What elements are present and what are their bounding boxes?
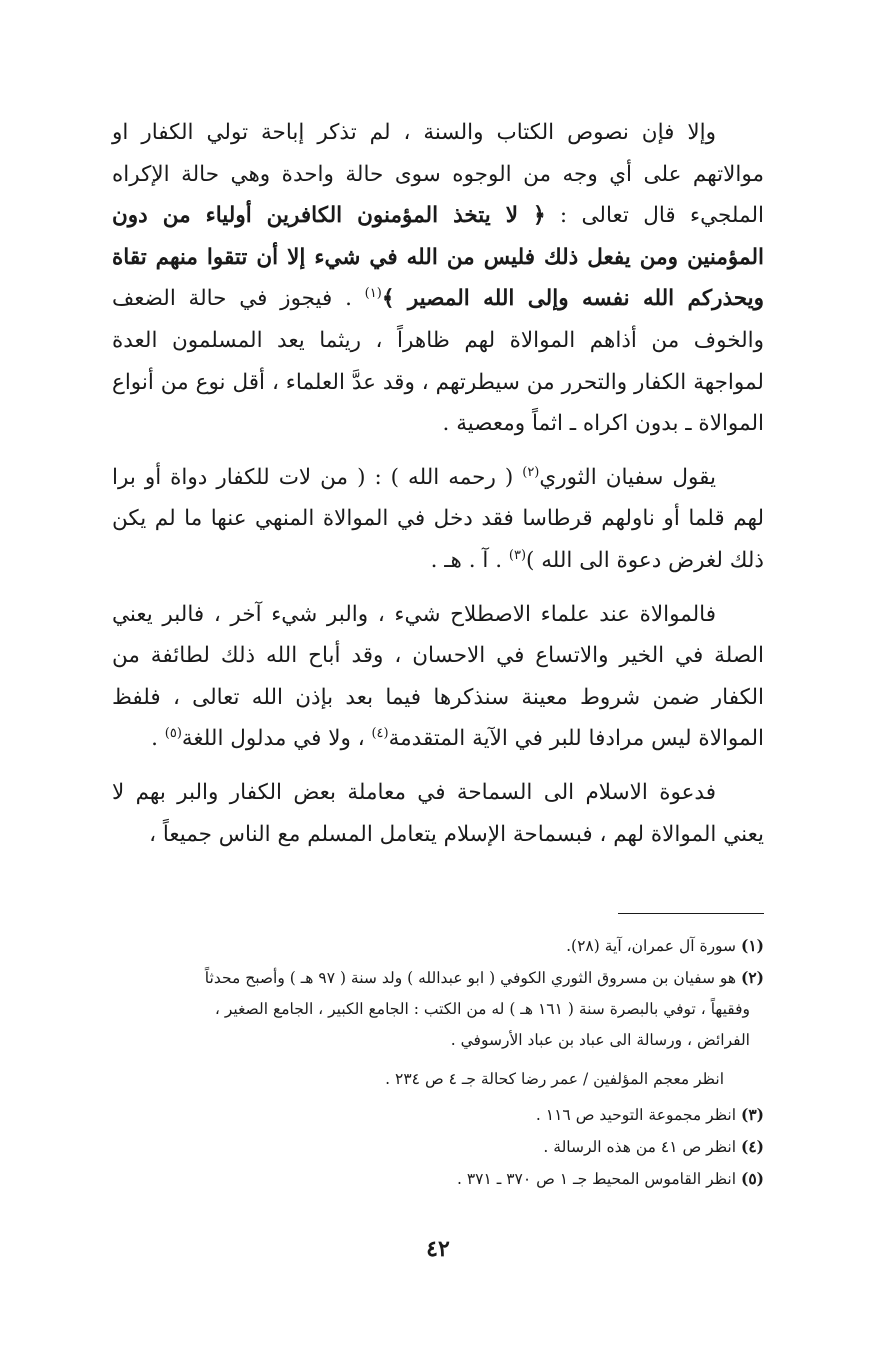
footnote-line [112, 1025, 764, 1056]
page-number: ٤٢ [426, 1236, 450, 1262]
footnote-marker: (١) [364, 286, 382, 302]
footnote-text: الفرائض ، ورسالة الى عباد بن عباد الأرسوفي . [450, 1031, 750, 1049]
footnote-line [112, 1163, 764, 1195]
paragraph [112, 457, 764, 582]
footnote-line [112, 930, 764, 962]
footnote-line [112, 1131, 764, 1163]
footnote-number: (٥) [740, 1169, 764, 1188]
paragraph-text: يقول سفيان الثوري [539, 464, 716, 490]
paragraph-text: فدعوة الاسلام الى السماحة في معاملة بعض الكفار والبر بهم لا يعني الموالاة لهم ، فبسماحة الإسلام يتعامل المسلم مع الناس جميعاً ، [112, 779, 764, 847]
paragraph [112, 112, 764, 445]
paragraph [112, 594, 764, 760]
paragraph-text: وإلا فإن نصوص الكتاب والسنة ، لم تذكر إباحة تولي الكفار او موالاتهم على أي وجه من الوجوه سوى حالة واحدة وهي حالة الإكراه الملجيء قال تعالى : [112, 120, 764, 229]
footnote-number: (٣) [740, 1105, 764, 1124]
footnote-text: انظر ص ٤١ من هذه الرسالة . [543, 1138, 741, 1156]
paragraph-text: . [151, 726, 165, 752]
body-text [112, 112, 764, 867]
paragraph-text: ( رحمه الله ) : ( من لات للكفار دواة أو برا لهم قلما أو ناولهم قرطاسا فقد دخل في الموالاة المنهي عنها ما لم يكن ذلك لغرض دعوة الى الله ) [112, 464, 764, 573]
paragraph-text: ، ولا في مدلول اللغة [181, 726, 372, 752]
footnote-number: (٤) [740, 1137, 764, 1156]
footnote-line [112, 1099, 764, 1131]
footnote-text: انظر مجموعة التوحيد ص ١١٦ . [535, 1106, 741, 1124]
footnote-marker: (٣) [508, 547, 527, 563]
footnote-text: هو سفيان بن مسروق الثوري الكوفي ( ابو عبدالله ) ولد سنة ( ٩٧ هـ ) وأصبح محدثاً [204, 969, 741, 987]
footnote-text: وفقيهاً ، توفي بالبصرة سنة ( ١٦١ هـ ) له من الكتب : الجامع الكبير ، الجامع الصغير ، [214, 1000, 750, 1018]
footnotes [112, 930, 764, 1195]
footnote-text: سورة آل عمران، آية (٢٨). [566, 937, 741, 955]
footnote-separator [618, 913, 764, 914]
footnote-text: انظر معجم المؤلفين / عمر رضا كحالة جـ ٤ ص ٢٣٤ . [385, 1070, 724, 1088]
footnote-line [112, 994, 764, 1025]
footnote-marker: (٤) [371, 726, 389, 742]
footnote-marker: (٢) [522, 464, 540, 480]
footnote-marker: (٥) [164, 726, 182, 742]
quran-verse: ﴿ لا يتخذ المؤمنون الكافرين أولياء من دون المؤمنين ومن يفعل ذلك فليس من الله في شيء إلا أن تتقوا منهم تقاة ويحذركم الله نفسه وإلى الله المصير ﴾ [112, 203, 764, 312]
paragraph-text: . فيجوز في حالة الضعف والخوف من أذاهم الموالاة لهم ظاهراً ، ريثما يعد المسلمون العدة لمواجهة الكفار والتحرر من سيطرتهم ، وقد عدَّ العلماء ، أقل نوع من أنواع الموالاة ـ بدون اكراه ـ اثماً ومعصية . [112, 286, 764, 437]
footnote-number: (١) [740, 936, 764, 955]
paragraph-text: . آ . هـ . [430, 547, 509, 573]
paragraph [112, 772, 764, 855]
footnote-line [112, 1064, 764, 1095]
footnote-number: (٢) [740, 968, 764, 987]
footnote-text: انظر القاموس المحيط جـ ١ ص ٣٧٠ ـ ٣٧١ . [456, 1170, 741, 1188]
paragraph-text: فالموالاة عند علماء الاصطلاح شيء ، والبر شيء آخر ، فالبر يعني الصلة في الخير والاتساع في الاحسان ، وقد أباح الله ذلك لطائفة من الكفار ضمن شروط معينة سنذكرها فيما بعد بإذن الله تعالى ، فلفظ الموالاة ليس مرادفا للبر في الآية المتقدمة [112, 601, 764, 752]
footnote-line [112, 962, 764, 994]
